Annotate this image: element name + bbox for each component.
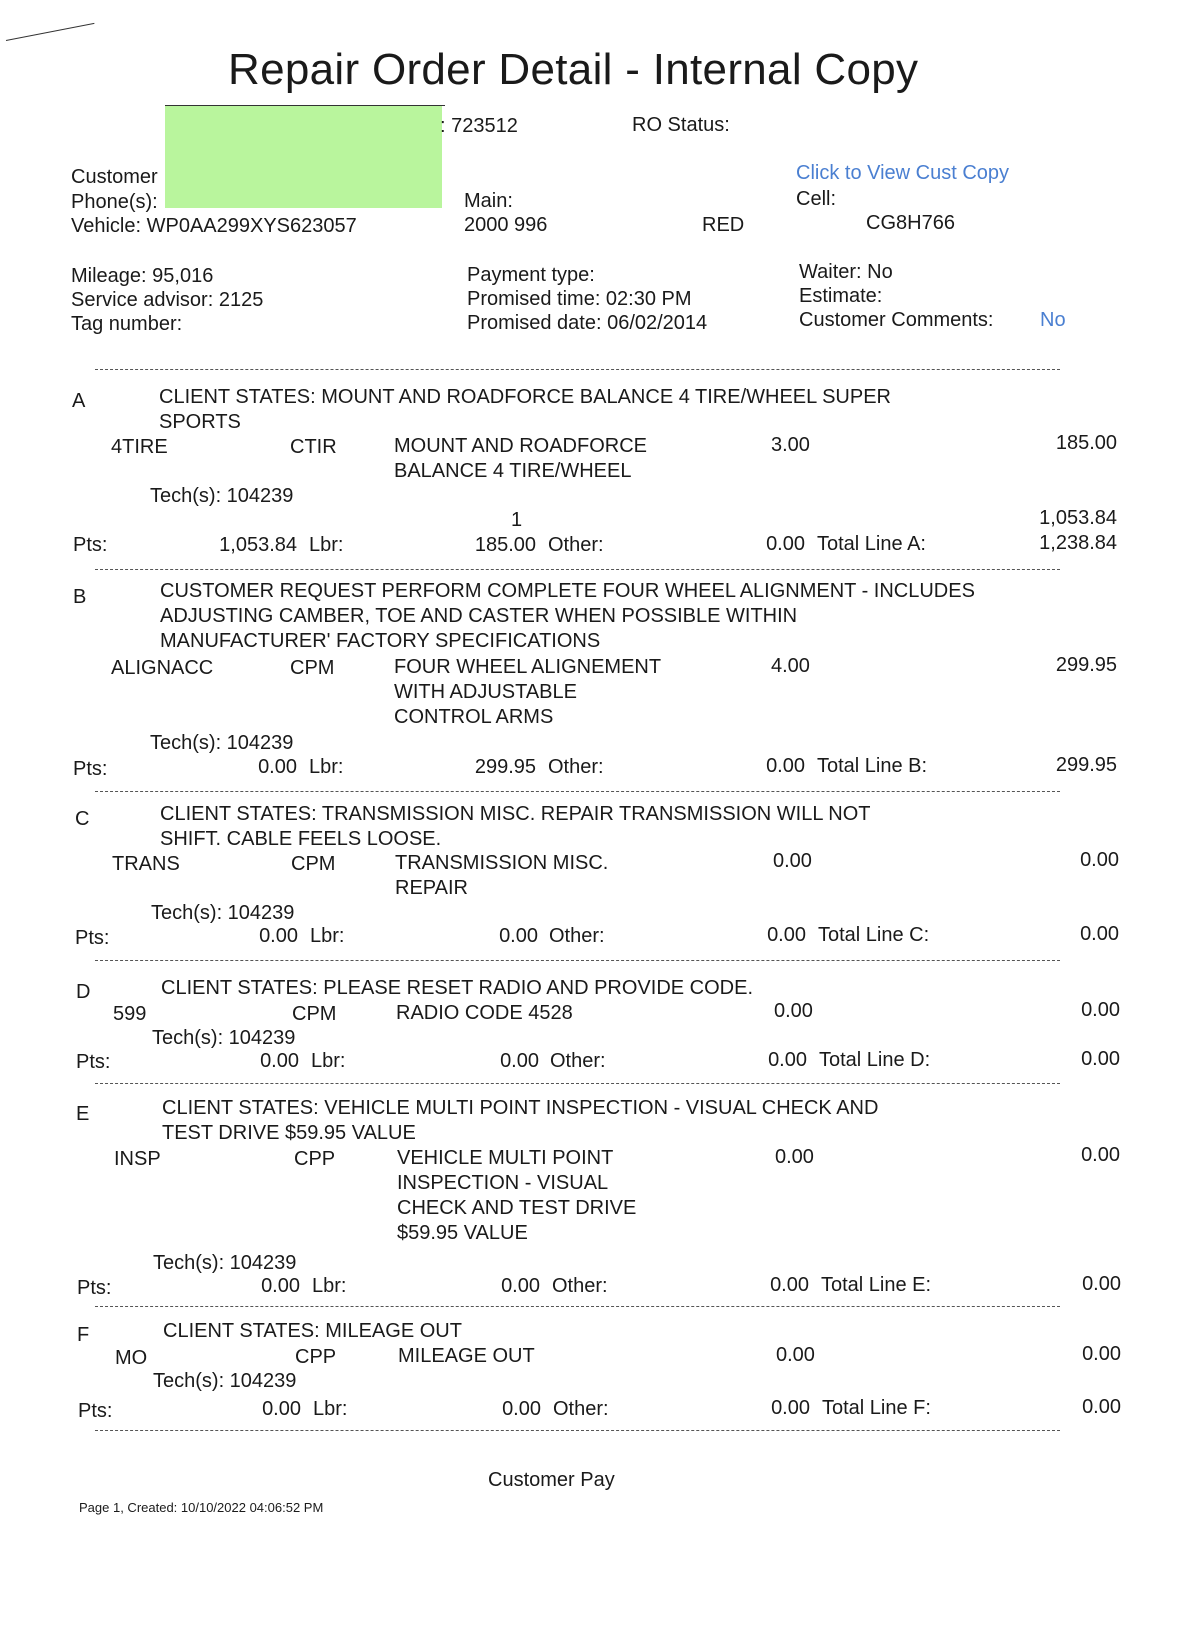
- other-value: 0.00: [766, 533, 805, 555]
- lbr-label: Lbr:: [310, 925, 345, 947]
- op-description: CHECK AND TEST DRIVE: [397, 1197, 637, 1219]
- pts-label: Pts:: [76, 1051, 111, 1073]
- op-description: RADIO CODE 4528: [396, 1002, 573, 1024]
- vehicle-year-model: 2000 996: [464, 214, 548, 236]
- tech-ids: Tech(s): 104239: [153, 1252, 297, 1274]
- lbr-value: 299.95: [474, 756, 536, 778]
- other-value: 0.00: [766, 755, 805, 777]
- pts-label: Pts:: [77, 1277, 112, 1299]
- line-description: TEST DRIVE $59.95 VALUE: [162, 1122, 416, 1144]
- op-amount: 185.00: [1055, 432, 1117, 454]
- op-amount: 0.00: [1080, 849, 1119, 871]
- pts-label: Pts:: [78, 1400, 113, 1422]
- line-description: ADJUSTING CAMBER, TOE AND CASTER WHEN POSSIBLE WITHIN: [160, 605, 798, 627]
- page-created-info: Page 1, Created: 10/10/2022 04:06:52 PM: [79, 1500, 324, 1515]
- op-amount: 299.95: [1055, 654, 1117, 676]
- op-type: CPM: [292, 1003, 337, 1025]
- op-amount: 0.00: [1082, 1343, 1121, 1365]
- line-description: CLIENT STATES: MILEAGE OUT: [163, 1320, 462, 1342]
- line-letter: E: [76, 1103, 90, 1125]
- line-letter: D: [76, 981, 91, 1003]
- line-letter: A: [72, 390, 86, 412]
- line-description: CUSTOMER REQUEST PERFORM COMPLETE FOUR WHEEL ALIGNMENT - INCLUDES: [160, 580, 975, 602]
- op-description: FOUR WHEEL ALIGNEMENT: [394, 656, 662, 678]
- line-description: CLIENT STATES: PLEASE RESET RADIO AND PROVIDE CODE.: [161, 977, 754, 999]
- other-label: Other:: [549, 925, 605, 947]
- op-description: $59.95 VALUE: [397, 1222, 528, 1244]
- lbr-label: Lbr:: [309, 534, 344, 556]
- estimate: Estimate:: [799, 285, 883, 307]
- pts-value: 0.00: [260, 1050, 299, 1072]
- pts-label: Pts:: [73, 758, 108, 780]
- pts-value: 0.00: [262, 1398, 301, 1420]
- part-qty: 1: [511, 509, 523, 531]
- lbr-value: 0.00: [502, 1398, 541, 1420]
- tech-ids: Tech(s): 104239: [152, 1027, 296, 1049]
- op-hours: 4.00: [771, 655, 810, 677]
- total-line-value: 0.00: [1082, 1273, 1121, 1295]
- view-cust-copy-link[interactable]: Click to View Cust Copy: [796, 162, 1010, 184]
- tag-number: Tag number:: [71, 313, 183, 335]
- waiter: Waiter: No: [799, 261, 893, 283]
- op-amount: 0.00: [1081, 1144, 1120, 1166]
- line-description: CLIENT STATES: TRANSMISSION MISC. REPAIR TRANSMISSION WILL NOT: [160, 803, 871, 825]
- pen-stroke-mark: [6, 23, 95, 41]
- promised-date: Promised date: 06/02/2014: [467, 312, 708, 334]
- separator: [95, 1306, 1060, 1307]
- op-amount: 0.00: [1081, 999, 1120, 1021]
- line-letter: C: [75, 808, 90, 830]
- pts-label: Pts:: [73, 534, 108, 556]
- cell-label: Cell:: [796, 188, 837, 210]
- other-label: Other:: [550, 1050, 606, 1072]
- separator: [95, 1430, 1060, 1431]
- other-value: 0.00: [771, 1397, 810, 1419]
- other-value: 0.00: [767, 924, 806, 946]
- op-code: TRANS: [112, 853, 180, 875]
- lbr-label: Lbr:: [311, 1050, 346, 1072]
- other-label: Other:: [552, 1275, 608, 1297]
- service-advisor: Service advisor: 2125: [71, 289, 264, 311]
- op-hours: 0.00: [774, 1000, 813, 1022]
- separator: [95, 369, 1060, 370]
- total-line-value: 1,238.84: [1039, 532, 1117, 554]
- license-plate: CG8H766: [866, 212, 955, 234]
- op-description: TRANSMISSION MISC.: [395, 852, 609, 874]
- pts-value: 0.00: [261, 1275, 300, 1297]
- lbr-value: 0.00: [501, 1275, 540, 1297]
- op-code: ALIGNACC: [111, 657, 214, 679]
- customer-label: Customer: [71, 166, 158, 188]
- op-type: CPM: [290, 657, 335, 679]
- lbr-value: 0.00: [500, 1050, 539, 1072]
- line-description: CLIENT STATES: MOUNT AND ROADFORCE BALANCE 4 TIRE/WHEEL SUPER: [159, 386, 891, 408]
- line-description: MANUFACTURER' FACTORY SPECIFICATIONS: [160, 630, 601, 652]
- op-type: CPP: [295, 1346, 337, 1368]
- line-letter: B: [73, 586, 87, 608]
- line-description: SHIFT. CABLE FEELS LOOSE.: [160, 828, 442, 850]
- line-letter: F: [77, 1324, 90, 1346]
- ro-status-label: RO Status:: [632, 114, 730, 136]
- customer-comments-value: No: [1040, 309, 1066, 331]
- main-phone-label: Main:: [464, 190, 513, 212]
- tech-ids: Tech(s): 104239: [153, 1370, 297, 1392]
- total-line-label: Total Line B:: [817, 755, 928, 777]
- op-description: WITH ADJUSTABLE: [394, 681, 577, 703]
- op-description: MILEAGE OUT: [398, 1345, 535, 1367]
- ro-number: : 723512: [440, 115, 518, 137]
- op-hours: 0.00: [776, 1344, 815, 1366]
- total-line-value: 299.95: [1055, 754, 1117, 776]
- total-line-label: Total Line E:: [821, 1274, 932, 1296]
- op-description: CONTROL ARMS: [394, 706, 554, 728]
- line-description: SPORTS: [159, 411, 241, 433]
- op-code: MO: [115, 1347, 148, 1369]
- other-value: 0.00: [770, 1274, 809, 1296]
- line-description: CLIENT STATES: VEHICLE MULTI POINT INSPECTION - VISUAL CHECK AND: [162, 1097, 879, 1119]
- separator: [95, 791, 1060, 792]
- pts-value: 1,053.84: [219, 534, 297, 556]
- separator: [95, 1083, 1060, 1084]
- tech-ids: Tech(s): 104239: [150, 732, 294, 754]
- op-type: CPM: [291, 853, 336, 875]
- mileage: Mileage: 95,016: [71, 265, 214, 287]
- op-description: MOUNT AND ROADFORCE: [394, 435, 647, 457]
- other-label: Other:: [553, 1398, 609, 1420]
- vehicle-color: RED: [702, 214, 745, 236]
- tech-ids: Tech(s): 104239: [151, 902, 295, 924]
- op-description: REPAIR: [395, 877, 468, 899]
- op-code: 599: [113, 1003, 147, 1025]
- total-line-label: Total Line F:: [822, 1397, 931, 1419]
- total-line-value: 0.00: [1080, 923, 1119, 945]
- total-line-value: 0.00: [1081, 1048, 1120, 1070]
- lbr-value: 185.00: [474, 534, 536, 556]
- op-hours: 0.00: [775, 1146, 814, 1168]
- op-type: CPP: [294, 1148, 336, 1170]
- op-hours: 3.00: [771, 434, 810, 456]
- pay-type-footer: Customer Pay: [488, 1469, 615, 1491]
- op-description: BALANCE 4 TIRE/WHEEL: [394, 460, 632, 482]
- op-description: VEHICLE MULTI POINT: [397, 1147, 614, 1169]
- other-value: 0.00: [768, 1049, 807, 1071]
- payment-type: Payment type:: [467, 264, 595, 286]
- lbr-label: Lbr:: [313, 1398, 348, 1420]
- op-description: INSPECTION - VISUAL: [397, 1172, 609, 1194]
- lbr-label: Lbr:: [309, 756, 344, 778]
- separator: [95, 569, 1060, 570]
- pts-value: 0.00: [259, 925, 298, 947]
- total-line-label: Total Line A:: [817, 533, 926, 555]
- total-line-label: Total Line D:: [819, 1049, 931, 1071]
- part-amount: 1,053.84: [1039, 507, 1117, 529]
- customer-comments-label: Customer Comments:: [799, 309, 994, 331]
- lbr-value: 0.00: [499, 925, 538, 947]
- promised-time: Promised time: 02:30 PM: [467, 288, 692, 310]
- phone-label: Phone(s):: [71, 191, 158, 213]
- op-code: INSP: [114, 1148, 161, 1170]
- op-code: 4TIRE: [111, 436, 168, 458]
- op-hours: 0.00: [773, 850, 812, 872]
- tech-ids: Tech(s): 104239: [150, 485, 294, 507]
- pts-value: 0.00: [258, 756, 297, 778]
- op-type: CTIR: [290, 436, 337, 458]
- total-line-label: Total Line C:: [818, 924, 930, 946]
- other-label: Other:: [548, 534, 604, 556]
- separator: [95, 960, 1060, 961]
- lbr-label: Lbr:: [312, 1275, 347, 1297]
- total-line-value: 0.00: [1082, 1396, 1121, 1418]
- pts-label: Pts:: [75, 927, 110, 949]
- page-title: Repair Order Detail - Internal Copy: [228, 45, 919, 94]
- vehicle-vin: Vehicle: WP0AA299XYS623057: [71, 215, 357, 237]
- other-label: Other:: [548, 756, 604, 778]
- redaction-block: [165, 106, 442, 208]
